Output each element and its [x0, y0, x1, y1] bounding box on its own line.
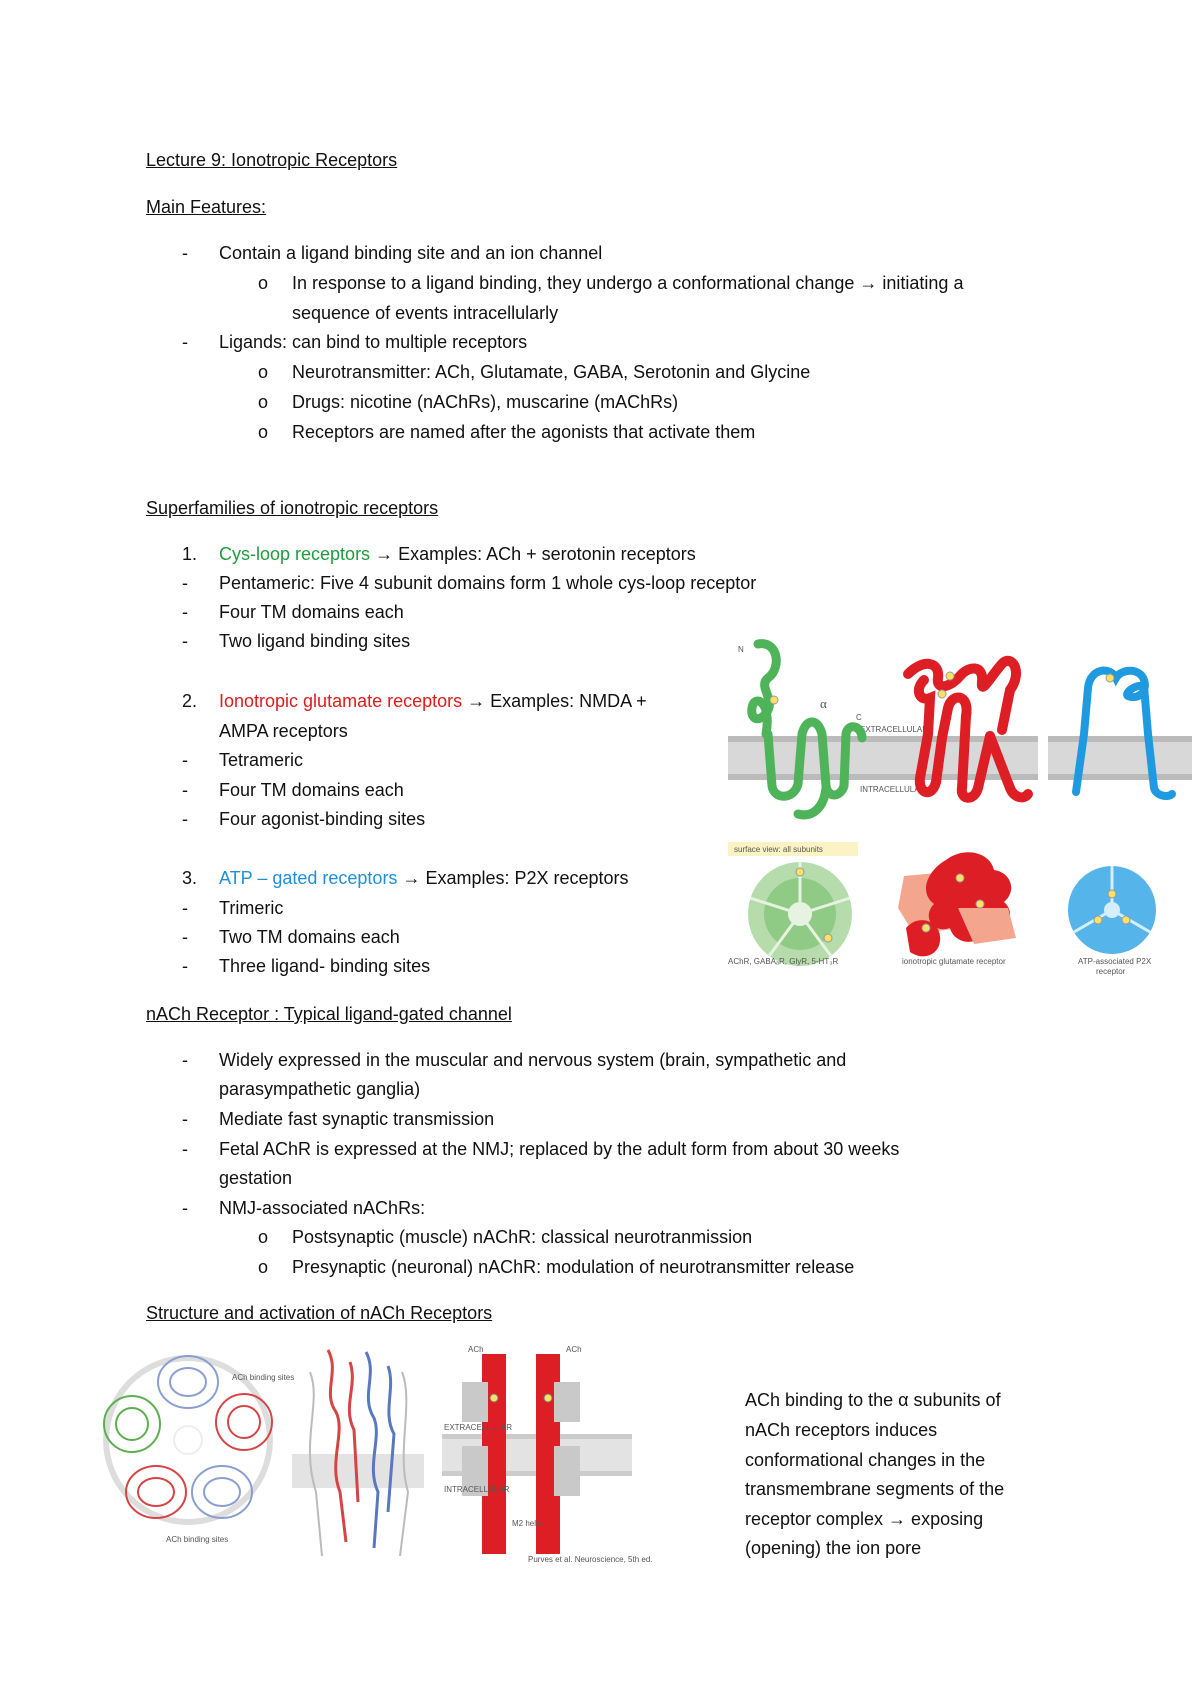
- membrane-3: [1048, 736, 1192, 780]
- binding-site: [946, 672, 954, 680]
- list-item: Ligands: can bind to multiple receptors: [219, 332, 528, 352]
- glutamate-name: Ionotropic glutamate receptors: [219, 691, 463, 711]
- dash-bullet: -: [182, 243, 188, 263]
- description-line: (opening) the ion pore: [745, 1538, 922, 1558]
- list-item: Four agonist-binding sites: [219, 809, 426, 829]
- description-line: receptor complex → exposing: [745, 1509, 984, 1529]
- dash-bullet: -: [182, 780, 188, 800]
- caption-glutamate: ionotropic glutamate receptor: [902, 957, 1006, 966]
- list-item: Three ligand- binding sites: [219, 956, 431, 976]
- list-item: NMJ-associated nAChRs:: [219, 1198, 426, 1218]
- list-item: Four TM domains each: [219, 780, 404, 800]
- caption-p2x-2: receptor: [1096, 967, 1126, 976]
- nach-structure-figure: [96, 1342, 653, 1568]
- dash-bullet: -: [182, 898, 188, 918]
- list-item: Contain a ligand binding site and an ion channel: [219, 243, 603, 263]
- dash-bullet: -: [182, 1050, 188, 1070]
- n-terminus-label: N: [738, 645, 744, 654]
- dash-bullet: -: [182, 1109, 188, 1129]
- list-item: sequence of events intracellularly: [292, 303, 559, 323]
- dash-bullet: -: [182, 1139, 188, 1159]
- list-item: In response to a ligand binding, they undergo a conformational change → initiating a: [292, 273, 964, 293]
- dash-bullet: -: [182, 573, 188, 593]
- dash-bullet: -: [182, 1198, 188, 1218]
- dash-bullet: -: [182, 750, 188, 770]
- source-label: Purves et al. Neuroscience, 5th ed.: [528, 1555, 653, 1564]
- atp-name: ATP – gated receptors: [219, 868, 398, 888]
- circle-bullet: o: [258, 273, 269, 293]
- binding-site: [1106, 674, 1114, 682]
- atp-examples: → Examples: P2X receptors: [397, 868, 629, 888]
- dash-bullet: -: [182, 631, 188, 651]
- alpha-label: α: [820, 696, 827, 711]
- cys-loop-name: Cys-loop receptors: [219, 544, 371, 564]
- caption-cys-loop: AChR, GABAₐR, GlyR, 5-HT₃R: [728, 957, 839, 966]
- surface-view-label: surface view: all subunits: [734, 845, 823, 854]
- list-item: Receptors are named after the agonists that activate them: [292, 422, 756, 442]
- circle-bullet: o: [258, 392, 269, 412]
- dash-bullet: -: [182, 602, 188, 622]
- dash-bullet: -: [182, 809, 188, 829]
- glutamate-line: [219, 690, 647, 712]
- trimer-surface: [1068, 866, 1156, 954]
- list-item: parasympathetic ganglia): [219, 1079, 421, 1099]
- binding-site: [938, 690, 946, 698]
- list-item: Drugs: nicotine (nAChRs), muscarine (mAChRs): [292, 392, 679, 412]
- atp-line: [219, 867, 629, 889]
- cys-loop-subunit: [752, 644, 862, 815]
- extracellular-label: EXTRACELLULAR: [860, 725, 929, 734]
- dash-bullet: -: [182, 927, 188, 947]
- m2-helix-label: M2 helix: [512, 1519, 542, 1528]
- dash-bullet: -: [182, 332, 188, 352]
- list-item: Presynaptic (neuronal) nAChR: modulation of neurotransmitter release: [292, 1257, 855, 1277]
- list-item: Widely expressed in the muscular and nervous system (brain, sympathetic and: [219, 1050, 847, 1070]
- list-item: Pentameric: Five 4 subunit domains form 1 whole cys-loop receptor: [219, 573, 757, 593]
- cys-loop-examples: → Examples: ACh + serotonin receptors: [370, 544, 696, 564]
- list-item: Fetal AChR is expressed at the NMJ; replaced by the adult form from about 30 weeks: [219, 1139, 900, 1159]
- nach-side-view: [292, 1350, 424, 1556]
- list-item: gestation: [219, 1168, 293, 1188]
- binding-sites-label-bottom: ACh binding sites: [166, 1535, 229, 1544]
- intracellular-label: INTRACELLULAR: [444, 1485, 510, 1494]
- circle-bullet: o: [258, 422, 269, 442]
- circle-bullet: o: [258, 362, 269, 382]
- circle-bullet: o: [258, 1227, 269, 1247]
- receptor-topology-figure: [728, 638, 1192, 978]
- caption-p2x: ATP-associated P2X: [1078, 957, 1152, 966]
- superfamilies-heading: Superfamilies of ionotropic receptors: [146, 498, 439, 518]
- glutamate-examples: → Examples: NMDA +: [462, 691, 647, 711]
- binding-sites-label: ACh binding sites: [232, 1373, 295, 1382]
- description-line: conformational changes in the: [745, 1450, 986, 1470]
- main-features-heading: Main Features:: [146, 197, 267, 217]
- description-line: transmembrane segments of the: [745, 1479, 1005, 1499]
- intracellular-label: INTRACELLULAR: [860, 785, 926, 794]
- ach-label-left: ACh: [468, 1345, 484, 1354]
- list-number: 2.: [182, 691, 198, 711]
- cys-loop-line: [219, 543, 696, 565]
- list-item: Two ligand binding sites: [219, 631, 411, 651]
- binding-site: [770, 696, 778, 704]
- list-number: 1.: [182, 544, 198, 564]
- ach-label-right: ACh: [566, 1345, 582, 1354]
- description-line: ACh binding to the α subunits of: [745, 1390, 1001, 1410]
- list-item: Neurotransmitter: ACh, Glutamate, GABA, Serotonin and Glycine: [292, 362, 811, 382]
- extracellular-label: EXTRACELLULAR: [444, 1423, 513, 1432]
- list-item: Four TM domains each: [219, 602, 404, 622]
- list-item: Two TM domains each: [219, 927, 400, 947]
- c-terminus-label: C: [856, 713, 862, 722]
- tetramer-surface: [898, 852, 1016, 956]
- nach-heading: nACh Receptor : Typical ligand-gated channel: [146, 1004, 512, 1024]
- list-item: Tetrameric: [219, 750, 304, 770]
- glutamate-examples-cont: AMPA receptors: [219, 721, 348, 741]
- pentamer-surface: [748, 862, 852, 966]
- list-number: 3.: [182, 868, 198, 888]
- list-item: Mediate fast synaptic transmission: [219, 1109, 495, 1129]
- list-item: Postsynaptic (muscle) nAChR: classical neurotranmission: [292, 1227, 753, 1247]
- description-line: nACh receptors induces: [745, 1420, 938, 1440]
- list-item: Trimeric: [219, 898, 284, 918]
- page-title: Lecture 9: Ionotropic Receptors: [146, 150, 398, 170]
- membrane-1: [728, 736, 898, 780]
- structure-heading: Structure and activation of nACh Receptors: [146, 1303, 493, 1323]
- dash-bullet: -: [182, 956, 188, 976]
- circle-bullet: o: [258, 1257, 269, 1277]
